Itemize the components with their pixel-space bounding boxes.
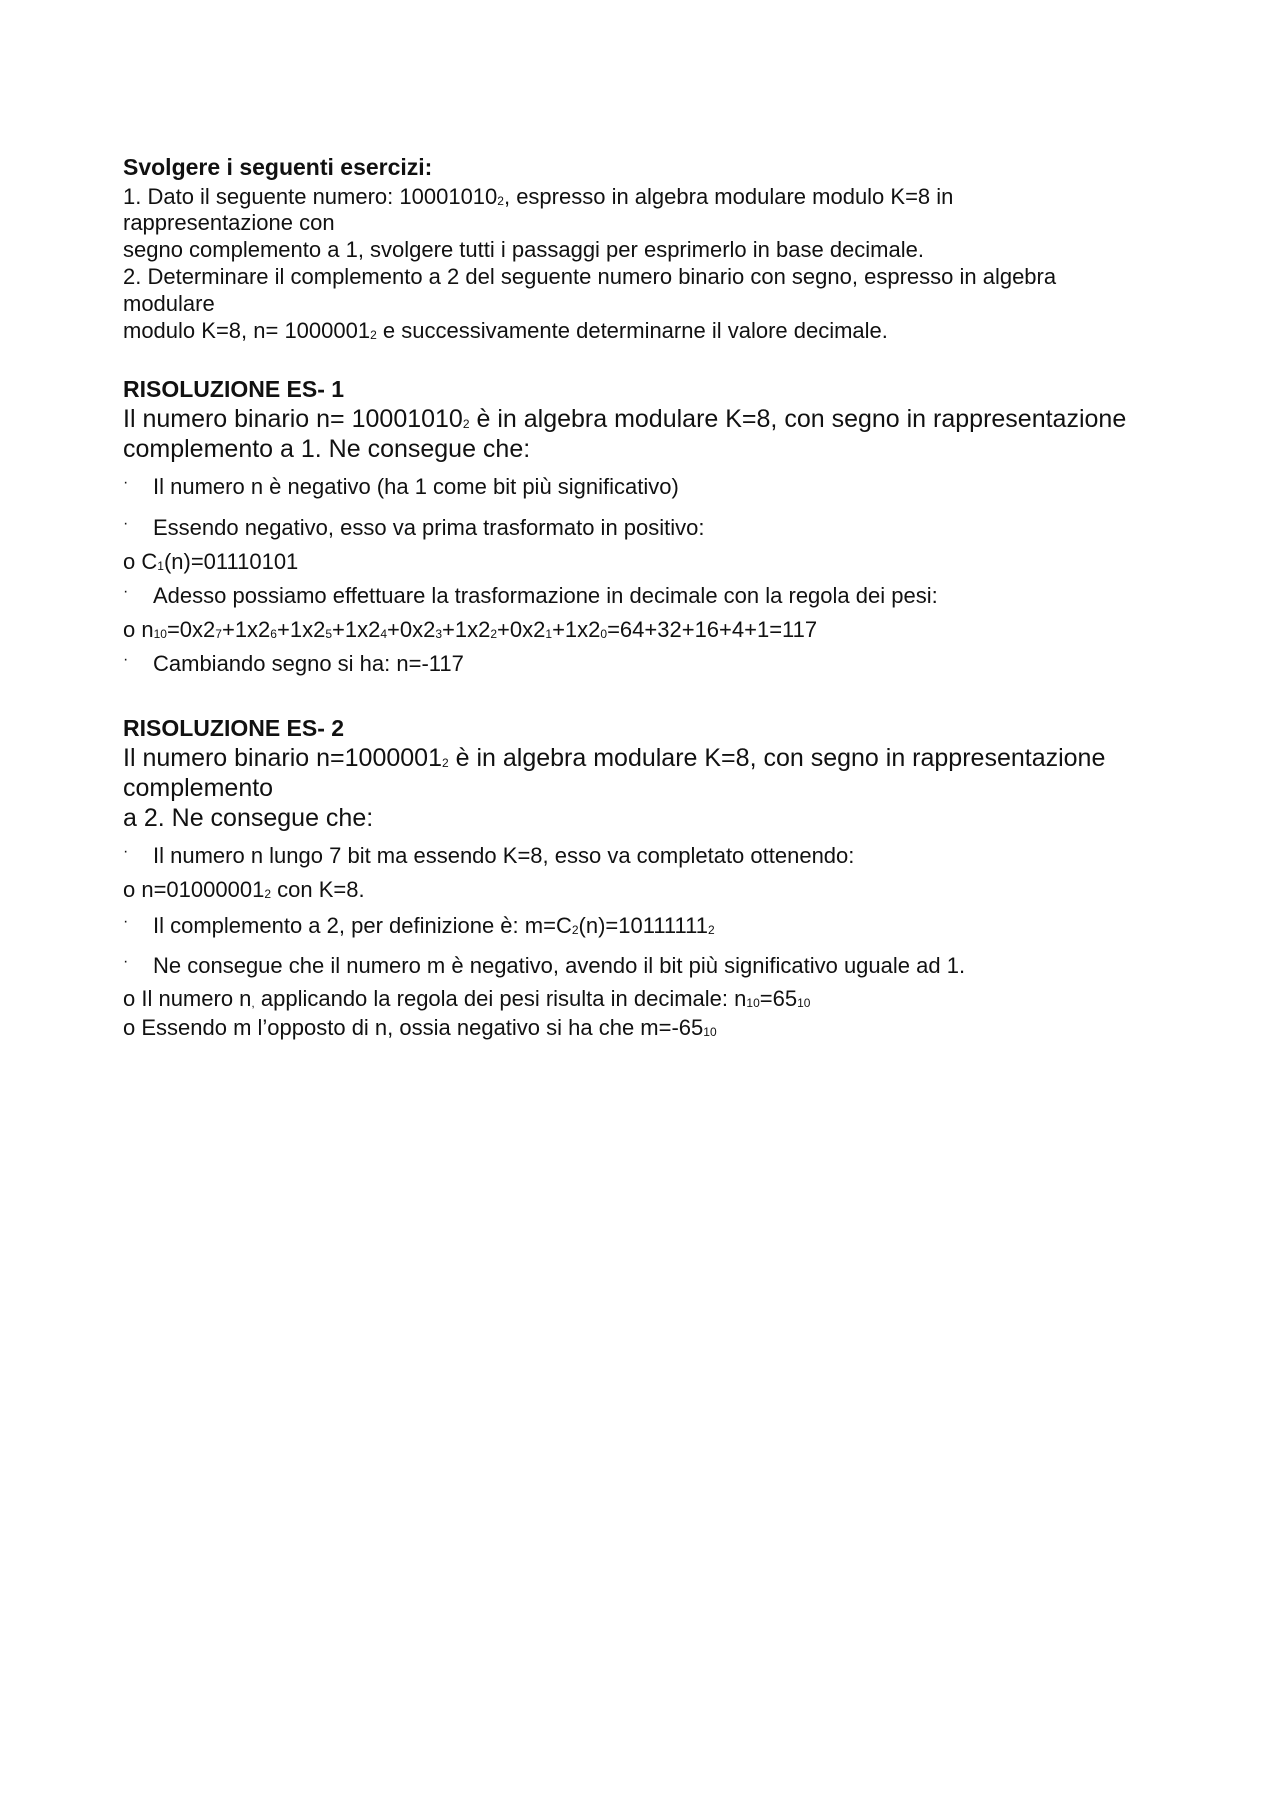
resolution-2-title: RISOLUZIONE ES- 2 (123, 715, 345, 741)
sub-item: o Il numero $n_,$ applicando la regola dei pesi risulta in decimale: $n_{10}=65_{10}$ (123, 986, 811, 1011)
sub-item: o $C_1(n)=01110101$ (123, 549, 299, 574)
bullet-icon: · (123, 474, 129, 491)
exercise-1-line-3: segno complemento a 1, svolgere tutti i passaggi per esprimerlo in base decimale. (123, 237, 924, 262)
weights-formula: o $n_{10}=0x2_7+1x2_6+1x2_5+1x2_4+0x2_3+1x2_2+0x2_1+1x2_0=64+32+16+4+1=117$ (123, 617, 818, 642)
sub-item: o $n=01000001_2$ con K=8. (123, 877, 365, 902)
bullet-icon: · (123, 651, 129, 668)
bullet-icon: · (123, 583, 129, 600)
exercise-1-line-1: 1. Dato il seguente numero: $10001010_2$, espresso in algebra modulare modulo K=8 in (123, 184, 954, 209)
resolution-1-title: RISOLUZIONE ES- 1 (123, 376, 345, 402)
bullet-icon: · (123, 843, 129, 860)
resolution-2-intro-2: complemento (123, 774, 274, 802)
resolution-2-intro-3: a 2. Ne consegue che: (123, 804, 374, 832)
bullet-icon: · (123, 515, 129, 532)
resolution-2-intro-1: Il numero binario $n=1000001_2$ è in algebra modulare K=8, con segno in rappresentazione (123, 744, 1106, 772)
exercise-2-line-1: 2. Determinare il complemento a 2 del seguente numero binario con segno, espresso in algebra (123, 264, 1057, 289)
resolution-1-intro-1: Il numero binario $n= 10001010_2$ è in algebra modulare K=8, con segno in rappresentazione (123, 405, 1127, 433)
bullet-icon: · (123, 913, 129, 930)
exercise-1-line-2: rappresentazione con (123, 210, 335, 235)
bullet-icon: · (123, 953, 129, 970)
sub-item: o Essendo m l’opposto di n, ossia negativo si ha che $m=-65_{10}$ (123, 1015, 717, 1040)
exercise-2-line-2: modulare (123, 291, 215, 316)
resolution-1-intro-2: complemento a 1. Ne consegue che: (123, 435, 531, 463)
exercises-title: Svolgere i seguenti esercizi: (123, 154, 433, 180)
exercise-2-line-3: modulo K=8, $n= 1000001_2$ e successivamente determinarne il valore decimale. (123, 318, 888, 343)
